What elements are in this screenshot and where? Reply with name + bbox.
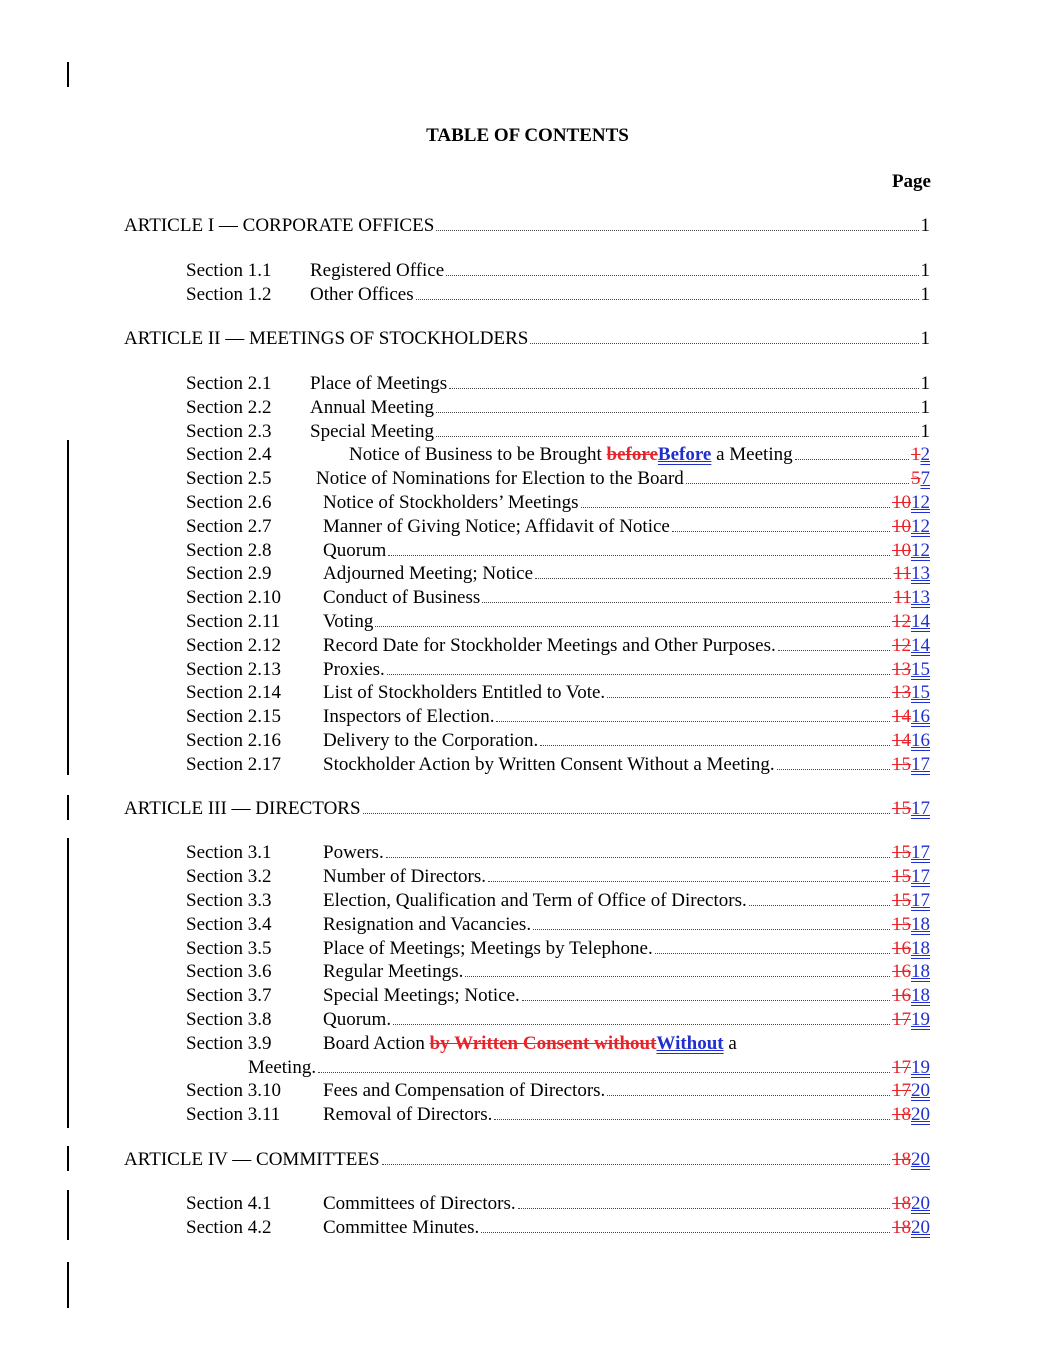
deleted-page-number: 5 bbox=[911, 468, 921, 489]
toc-section-entry[interactable] bbox=[186, 1216, 930, 1240]
page-number bbox=[892, 937, 930, 961]
toc-section-entry[interactable] bbox=[186, 1079, 930, 1103]
inserted-page-number: 20 bbox=[911, 1149, 930, 1170]
section-number: Section 2.7 bbox=[186, 516, 272, 537]
page-number bbox=[892, 515, 930, 539]
deleted-page-number: 11 bbox=[893, 587, 911, 608]
toc-section-entry[interactable] bbox=[186, 372, 930, 396]
inserted-page-number: 17 bbox=[911, 890, 930, 911]
dot-leader bbox=[388, 554, 890, 556]
toc-section-entry[interactable] bbox=[186, 259, 930, 283]
page-number bbox=[892, 1216, 930, 1240]
inserted-page-number: 13 bbox=[911, 563, 930, 584]
toc-section-entry[interactable] bbox=[186, 420, 930, 444]
dot-leader bbox=[449, 387, 918, 389]
change-bar bbox=[67, 1146, 69, 1171]
toc-article-entry[interactable] bbox=[124, 797, 930, 821]
section-number: Section 2.2 bbox=[186, 397, 272, 418]
dot-leader bbox=[465, 975, 890, 977]
deleted-page-number: 13 bbox=[892, 659, 911, 680]
dot-leader bbox=[488, 880, 890, 882]
page-number bbox=[892, 658, 930, 682]
article-title: ARTICLE II — MEETINGS OF STOCKHOLDERS bbox=[124, 328, 529, 349]
dot-leader bbox=[672, 530, 890, 532]
toc-section-entry[interactable] bbox=[186, 586, 930, 610]
deleted-page-number: 15 bbox=[892, 914, 911, 935]
page-number bbox=[893, 586, 930, 610]
toc-section-entry[interactable] bbox=[186, 1103, 930, 1127]
page-number bbox=[892, 1103, 930, 1127]
section-number: Section 2.8 bbox=[186, 540, 272, 561]
section-number: Section 3.4 bbox=[186, 914, 272, 935]
section-number: Section 2.11 bbox=[186, 611, 281, 632]
page-number bbox=[892, 753, 930, 777]
section-number: Section 2.14 bbox=[186, 682, 281, 703]
deleted-page-number: 15 bbox=[892, 866, 911, 887]
section-title: Resignation and Vacancies. bbox=[323, 914, 532, 935]
page-number bbox=[892, 1192, 930, 1216]
section-number: Section 1.2 bbox=[186, 284, 272, 305]
deleted-text: by Written Consent without bbox=[429, 1033, 657, 1054]
title-text: Notice of Business to be Brought bbox=[349, 444, 607, 465]
deleted-page-number: 12 bbox=[892, 635, 911, 656]
section-title: Fees and Compensation of Directors. bbox=[323, 1080, 606, 1101]
section-title: Election, Qualification and Term of Office of Directors. bbox=[323, 890, 747, 911]
change-bar bbox=[67, 62, 69, 87]
dot-leader bbox=[436, 229, 918, 231]
inserted-page-number: 19 bbox=[911, 1009, 930, 1030]
dot-leader bbox=[416, 298, 919, 300]
page-column-header: Page bbox=[891, 171, 931, 192]
inserted-page-number: 18 bbox=[911, 985, 930, 1006]
page-number bbox=[892, 729, 930, 753]
dot-leader bbox=[318, 1071, 890, 1073]
deleted-page-number: 14 bbox=[892, 730, 911, 751]
deleted-page-number: 13 bbox=[892, 682, 911, 703]
page-number bbox=[892, 705, 930, 729]
page-number: 1 bbox=[920, 260, 930, 281]
toc-section-entry[interactable] bbox=[186, 491, 930, 515]
section-number: Section 2.10 bbox=[186, 587, 281, 608]
dot-leader bbox=[749, 904, 890, 906]
dot-leader bbox=[518, 1207, 890, 1209]
change-bar bbox=[67, 1262, 69, 1308]
change-bar bbox=[67, 838, 69, 1128]
toc-section-entry[interactable] bbox=[186, 443, 930, 467]
page-number bbox=[893, 562, 930, 586]
inserted-text: Before bbox=[657, 444, 712, 465]
inserted-page-number: 17 bbox=[911, 866, 930, 887]
deleted-page-number: 16 bbox=[892, 938, 911, 959]
inserted-page-number: 20 bbox=[911, 1217, 930, 1238]
title-text: a bbox=[723, 1033, 737, 1054]
section-title: Record Date for Stockholder Meetings and Other Purposes. bbox=[323, 635, 776, 656]
toc-section-entry[interactable] bbox=[186, 634, 930, 658]
dot-leader bbox=[436, 411, 918, 413]
toc-section-entry[interactable] bbox=[186, 913, 930, 937]
toc-article-entry[interactable] bbox=[124, 214, 930, 238]
deleted-page-number: 17 bbox=[892, 1057, 911, 1078]
deleted-page-number: 14 bbox=[892, 706, 911, 727]
article-title: ARTICLE III — DIRECTORS bbox=[124, 798, 361, 819]
page-number bbox=[892, 960, 930, 984]
toc-section-entry[interactable] bbox=[186, 1192, 930, 1216]
section-title: Committee Minutes. bbox=[323, 1217, 480, 1238]
section-title: Conduct of Business bbox=[323, 587, 481, 608]
page-number bbox=[892, 1008, 930, 1032]
deleted-page-number: 15 bbox=[892, 754, 911, 775]
inserted-page-number: 18 bbox=[911, 961, 930, 982]
toc-section-entry[interactable] bbox=[186, 1008, 930, 1032]
deleted-page-number: 1 bbox=[911, 444, 921, 465]
toc-section-entry[interactable] bbox=[186, 865, 930, 889]
section-number: Section 2.3 bbox=[186, 421, 272, 442]
section-title: Place of Meetings bbox=[310, 373, 448, 394]
change-bar bbox=[67, 795, 69, 820]
section-title: Quorum bbox=[323, 540, 387, 561]
inserted-page-number: 19 bbox=[911, 1057, 930, 1078]
dot-leader bbox=[375, 625, 890, 627]
inserted-page-number: 16 bbox=[911, 730, 930, 751]
page-number bbox=[892, 841, 930, 865]
section-title: Notice of Nominations for Election to the Board bbox=[316, 468, 684, 489]
dot-leader bbox=[686, 482, 909, 484]
section-number: Section 2.5 bbox=[186, 468, 272, 489]
inserted-page-number: 2 bbox=[920, 444, 930, 465]
article-title: ARTICLE IV — COMMITTEES bbox=[124, 1149, 380, 1170]
page-number: 1 bbox=[920, 397, 930, 418]
toc-article-entry[interactable] bbox=[124, 1148, 930, 1172]
toc-section-entry[interactable] bbox=[186, 937, 930, 961]
toc-section-entry[interactable] bbox=[186, 467, 930, 491]
toc-title: TABLE OF CONTENTS bbox=[426, 125, 629, 146]
inserted-page-number: 16 bbox=[911, 706, 930, 727]
change-bar bbox=[67, 1190, 69, 1240]
section-number: Section 3.6 bbox=[186, 961, 272, 982]
section-number: Section 3.9 bbox=[186, 1033, 272, 1054]
toc-section-entry[interactable] bbox=[186, 984, 930, 1008]
inserted-page-number: 17 bbox=[911, 842, 930, 863]
inserted-page-number: 13 bbox=[911, 587, 930, 608]
deleted-page-number: 16 bbox=[892, 985, 911, 1006]
section-number: Section 2.6 bbox=[186, 492, 272, 513]
section-title: Number of Directors. bbox=[323, 866, 487, 887]
section-title bbox=[323, 1032, 737, 1056]
deleted-page-number: 15 bbox=[892, 798, 911, 819]
toc-section-entry[interactable] bbox=[186, 841, 930, 865]
page-number bbox=[892, 889, 930, 913]
section-number: Section 2.1 bbox=[186, 373, 272, 394]
section-title: Annual Meeting bbox=[310, 397, 435, 418]
dot-leader bbox=[363, 812, 890, 814]
toc-section-entry[interactable] bbox=[186, 283, 930, 307]
dot-leader bbox=[607, 1094, 890, 1096]
dot-leader bbox=[393, 1023, 890, 1025]
dot-leader bbox=[777, 768, 890, 770]
dot-leader bbox=[496, 720, 890, 722]
toc-section-entry[interactable] bbox=[186, 729, 930, 753]
inserted-page-number: 18 bbox=[911, 938, 930, 959]
section-number: Section 3.10 bbox=[186, 1080, 281, 1101]
inserted-page-number: 17 bbox=[911, 754, 930, 775]
dot-leader bbox=[522, 999, 890, 1001]
toc-section-entry[interactable] bbox=[186, 610, 930, 634]
section-title: List of Stockholders Entitled to Vote. bbox=[323, 682, 606, 703]
inserted-page-number: 20 bbox=[911, 1080, 930, 1101]
dot-leader bbox=[387, 673, 890, 675]
section-number: Section 2.4 bbox=[186, 444, 272, 465]
page-number bbox=[911, 443, 930, 467]
inserted-page-number: 20 bbox=[911, 1104, 930, 1125]
section-number: Section 3.7 bbox=[186, 985, 272, 1006]
toc-section-entry[interactable] bbox=[186, 681, 930, 705]
section-title: Removal of Directors. bbox=[323, 1104, 493, 1125]
dot-leader bbox=[436, 435, 919, 437]
section-number: Section 3.11 bbox=[186, 1104, 281, 1125]
page-number bbox=[892, 491, 930, 515]
title-text: Board Action bbox=[323, 1033, 430, 1054]
page-number bbox=[892, 1056, 930, 1080]
section-number: Section 3.2 bbox=[186, 866, 272, 887]
dot-leader bbox=[482, 601, 891, 603]
dot-leader bbox=[535, 577, 891, 579]
section-title: Special Meeting bbox=[310, 421, 434, 442]
page-number: 1 bbox=[920, 373, 930, 394]
section-title: Powers. bbox=[323, 842, 384, 863]
toc-section-entry[interactable] bbox=[186, 1032, 930, 1080]
inserted-page-number: 15 bbox=[911, 659, 930, 680]
section-number: Section 2.12 bbox=[186, 635, 281, 656]
deleted-page-number: 18 bbox=[892, 1193, 911, 1214]
section-title-continued: Meeting. bbox=[248, 1057, 317, 1078]
inserted-text: Without bbox=[656, 1033, 724, 1054]
inserted-page-number: 20 bbox=[911, 1193, 930, 1214]
inserted-page-number: 14 bbox=[911, 635, 930, 656]
section-number: Section 4.1 bbox=[186, 1193, 272, 1214]
inserted-page-number: 12 bbox=[911, 492, 930, 513]
section-title: Quorum. bbox=[323, 1009, 392, 1030]
toc-section-entry[interactable] bbox=[186, 658, 930, 682]
deleted-page-number: 10 bbox=[892, 516, 911, 537]
toc-section-entry[interactable] bbox=[186, 562, 930, 586]
deleted-page-number: 18 bbox=[892, 1149, 911, 1170]
section-title: Proxies. bbox=[323, 659, 385, 680]
deleted-page-number: 16 bbox=[892, 961, 911, 982]
dot-leader bbox=[581, 506, 890, 508]
inserted-page-number: 18 bbox=[911, 914, 930, 935]
page-number bbox=[892, 913, 930, 937]
inserted-page-number: 12 bbox=[911, 540, 930, 561]
dot-leader bbox=[481, 1231, 890, 1233]
title-text: a Meeting bbox=[711, 444, 793, 465]
toc-section-entry[interactable] bbox=[186, 515, 930, 539]
dot-leader bbox=[530, 342, 918, 344]
dot-leader bbox=[494, 1118, 890, 1120]
dot-leader bbox=[655, 952, 890, 954]
section-title: Registered Office bbox=[310, 260, 445, 281]
section-number: Section 3.1 bbox=[186, 842, 272, 863]
section-title bbox=[349, 443, 793, 467]
dot-leader bbox=[778, 649, 890, 651]
toc-section-entry[interactable] bbox=[186, 539, 930, 563]
dot-leader bbox=[446, 274, 918, 276]
deleted-page-number: 15 bbox=[892, 842, 911, 863]
section-number: Section 2.15 bbox=[186, 706, 281, 727]
section-number: Section 1.1 bbox=[186, 260, 272, 281]
page-number bbox=[892, 610, 930, 634]
section-number: Section 2.13 bbox=[186, 659, 281, 680]
page-number bbox=[892, 984, 930, 1008]
deleted-page-number: 18 bbox=[892, 1217, 911, 1238]
inserted-page-number: 7 bbox=[920, 468, 930, 489]
page-number: 1 bbox=[920, 284, 930, 305]
section-title: Place of Meetings; Meetings by Telephone. bbox=[323, 938, 653, 959]
deleted-page-number: 15 bbox=[892, 890, 911, 911]
section-title: Voting bbox=[323, 611, 374, 632]
article-title: ARTICLE I — CORPORATE OFFICES bbox=[124, 215, 435, 236]
section-title: Special Meetings; Notice. bbox=[323, 985, 520, 1006]
toc-section-entry[interactable] bbox=[186, 960, 930, 984]
page-number: 1 bbox=[920, 215, 930, 236]
section-number: Section 2.16 bbox=[186, 730, 281, 751]
dot-leader bbox=[540, 744, 890, 746]
toc-section-entry[interactable] bbox=[186, 705, 930, 729]
section-number: Section 4.2 bbox=[186, 1217, 272, 1238]
toc-section-entry[interactable] bbox=[186, 889, 930, 913]
inserted-page-number: 17 bbox=[911, 798, 930, 819]
deleted-text: before bbox=[606, 444, 658, 465]
dot-leader bbox=[795, 458, 909, 460]
deleted-page-number: 17 bbox=[892, 1080, 911, 1101]
inserted-page-number: 14 bbox=[911, 611, 930, 632]
dot-leader bbox=[533, 928, 890, 930]
page-number bbox=[892, 681, 930, 705]
toc-section-entry[interactable] bbox=[186, 396, 930, 420]
page-number bbox=[911, 467, 930, 491]
page-number bbox=[892, 865, 930, 889]
section-number: Section 3.3 bbox=[186, 890, 272, 911]
page-number bbox=[892, 1148, 930, 1172]
section-number: Section 2.9 bbox=[186, 563, 272, 584]
toc-section-entry[interactable] bbox=[186, 753, 930, 777]
deleted-page-number: 10 bbox=[892, 492, 911, 513]
page-number: 1 bbox=[920, 328, 930, 349]
inserted-page-number: 12 bbox=[911, 516, 930, 537]
page-number: 1 bbox=[920, 421, 930, 442]
change-bar bbox=[67, 440, 69, 775]
deleted-page-number: 18 bbox=[892, 1104, 911, 1125]
section-title: Manner of Giving Notice; Affidavit of Notice bbox=[323, 516, 670, 537]
section-title: Adjourned Meeting; Notice bbox=[323, 563, 534, 584]
dot-leader bbox=[382, 1163, 890, 1165]
page-number bbox=[892, 797, 930, 821]
dot-leader bbox=[607, 696, 890, 698]
section-title: Stockholder Action by Written Consent Without a Meeting. bbox=[323, 754, 775, 775]
deleted-page-number: 17 bbox=[892, 1009, 911, 1030]
deleted-page-number: 12 bbox=[892, 611, 911, 632]
inserted-page-number: 15 bbox=[911, 682, 930, 703]
section-number: Section 3.5 bbox=[186, 938, 272, 959]
page-number bbox=[892, 634, 930, 658]
page-number bbox=[892, 1079, 930, 1103]
section-title: Regular Meetings. bbox=[323, 961, 464, 982]
deleted-page-number: 11 bbox=[893, 563, 911, 584]
section-title: Notice of Stockholders’ Meetings bbox=[323, 492, 579, 513]
section-title: Delivery to the Corporation. bbox=[323, 730, 539, 751]
dot-leader bbox=[386, 856, 890, 858]
section-number: Section 2.17 bbox=[186, 754, 281, 775]
section-number: Section 3.8 bbox=[186, 1009, 272, 1030]
toc-article-entry[interactable] bbox=[124, 327, 930, 351]
deleted-page-number: 10 bbox=[892, 540, 911, 561]
page-number bbox=[892, 539, 930, 563]
section-title: Committees of Directors. bbox=[323, 1193, 516, 1214]
section-title: Inspectors of Election. bbox=[323, 706, 495, 727]
section-title: Other Offices bbox=[310, 284, 414, 305]
